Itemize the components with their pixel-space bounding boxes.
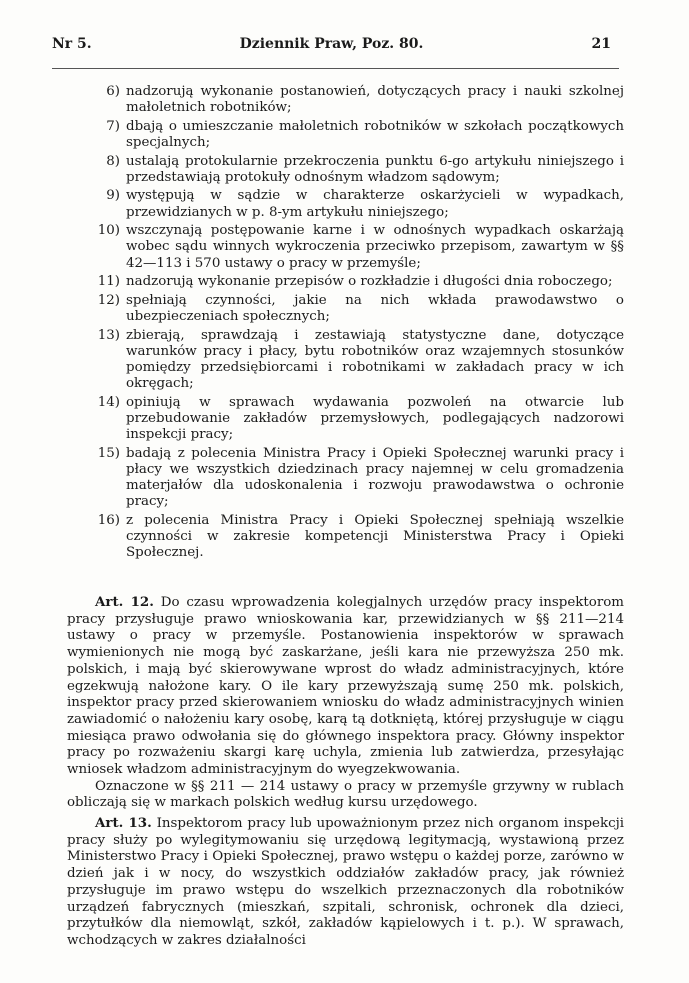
list-item-number: 6) [106,84,120,99]
list-item-number: 12) [97,292,120,308]
list-item-number: 11) [97,274,120,290]
list-item [88,513,624,562]
page-number: 21 [591,36,611,52]
list-item [88,446,624,511]
list-item-number: 16) [97,512,120,528]
duties-list [88,84,624,564]
list-item-text: badają z polecenia Ministra Pracy i Opieki Społecznej warunki pracy i płacy we wszystkich dziedzinach pracy najemnej w celu gromadzenia materjałów dla udoskonalenia i rozwoju prawodawstwa o ochronie pracy; [126,445,624,510]
list-item-text: występują w sądzie w charakterze oskarżycieli w wypadkach, przewidzianych w p. 8-ym artykułu niniejszego; [126,188,624,220]
list-item-text: ustalają protokularnie przekroczenia punktu 6-go artykułu niniejszego i przedstawiają protokuły odnośnym władzom sądowym; [126,153,624,185]
article-13-paragraph-1 [67,815,624,950]
page-header [52,36,611,56]
list-item-number: 14) [97,394,120,410]
list-item-number: 9) [106,188,120,204]
journal-title: Dziennik Praw, Poz. 80. [239,36,424,52]
article-12-text: Do czasu wprowadzenia kolegjalnych urzędów pracy inspektorom pracy przysługuje prawo wnioskowania kar, przewidzianych w §§ 211—214 ustawy o pracy w przemyśle. Postanowienia inspektorów w sprawach wymienionych nie mogą być zaskarżane, jeśli kara nie przewyższa 250 mk. polskich, i mają być skierowywane wprost do władz administracyjnych, które egzekwują nałożone kary. O ile kary przewyższają sumę 250 mk. polskich, inspektor pracy przed skierowaniem wniosku do władz administracyjnych winien zawiadomić o nałożeniu kary osobę, karą tą dotkniętą, której przysługuje w ciągu miesiąca prawo odwołania się do głównego inspektora pracy. Główny inspektor pracy po rozważeniu skargi karę uchyla, zmienia lub zatwierdza, przesyłając wniosek władzom administracyjnym do wyegzekwowania. [67,595,624,778]
article-12-paragraph-2: Oznaczone w §§ 211 — 214 ustawy o pracy w przemyśle grzywny w rublach obliczają się w markach polskich według kursu urzędowego. [67,778,624,811]
list-item [88,154,624,186]
list-item [88,188,624,220]
list-item-number: 10) [97,223,120,239]
article-13-text: Inspektorom pracy lub upoważnionym przez nich organom inspekcji pracy służy po wylegitymowaniu się urzędową legitymacją, wystawioną przez Ministerstwo Pracy i Opieki Społecznej, prawo wstępu o każdej porze, zarówno w dzień jak i w nocy, do wszystkich oddziałów zakładów pracy, jak również przysługuje im prawo wstępu do wszelkich przeznaczonych dla robotników urządzeń fabrycznych (mieszkań, szpitali, schronisk, ochronek dla dzieci, przytułków dla niemowląt, szkół, zakładów kąpielowych i t. p.). W sprawach, wchodzących w zakres działalności [67,816,625,948]
list-item-text: wszczynają postępowanie karne i w odnośnych wypadkach oskarżają wobec sądu winnych wykroczenia przeciwko przepisom, zawartym w §§ 42—113 i 570 ustawy o pracy w przemyśle; [126,223,624,271]
list-item [88,328,624,393]
list-item [88,119,624,151]
list-item [88,223,624,272]
list-item-text: z polecenia Ministra Pracy i Opieki Społecznej spełniają wszelkie czynności w zakresie kompetencji Ministerstwa Pracy i Opieki Społecznej. [126,512,624,561]
list-item [88,84,624,116]
article-13 [67,815,624,950]
list-item-text: nadzorują wykonanie przepisów o rozkładzie i długości dnia roboczego; [126,274,613,290]
list-item-text: opiniują w sprawach wydawania pozwoleń na otwarcie lub przebudowanie zakładów przemysłowych, podlegających nadzorowi inspekcji pracy; [126,394,624,443]
article-12 [67,594,624,812]
list-item [88,293,624,325]
list-item [88,395,624,444]
list-item-number: 8) [106,153,120,169]
list-item-number: 13) [97,327,120,343]
article-12-paragraph-1 [67,594,624,779]
list-item-number: 7) [106,118,120,134]
issue-number: Nr 5. [52,36,92,52]
list-item-number: 15) [97,445,120,461]
article-13-label: Art. 13. [95,815,152,831]
article-12-label: Art. 12. [95,594,154,610]
list-item-text: spełniają czynności, jakie na nich wkłada prawodawstwo o ubezpieczeniach społecznych; [126,292,624,324]
list-item-text: dbają o umieszczanie małoletnich robotników w szkołach początkowych specjalnych; [126,118,624,150]
list-item-text: nadzorują wykonanie postanowień, dotyczących pracy i nauki szkolnej małoletnich robotników; [126,84,624,116]
header-rule [52,68,619,69]
list-item-text: zbierają, sprawdzają i zestawiają statystyczne dane, dotyczące warunków pracy i płacy, bytu robotników oraz wzajemnych stosunków pomiędzy przedsiębiorcami i robotnikami w zakładach pracy w ich okręgach; [126,327,624,392]
list-item [88,274,624,290]
